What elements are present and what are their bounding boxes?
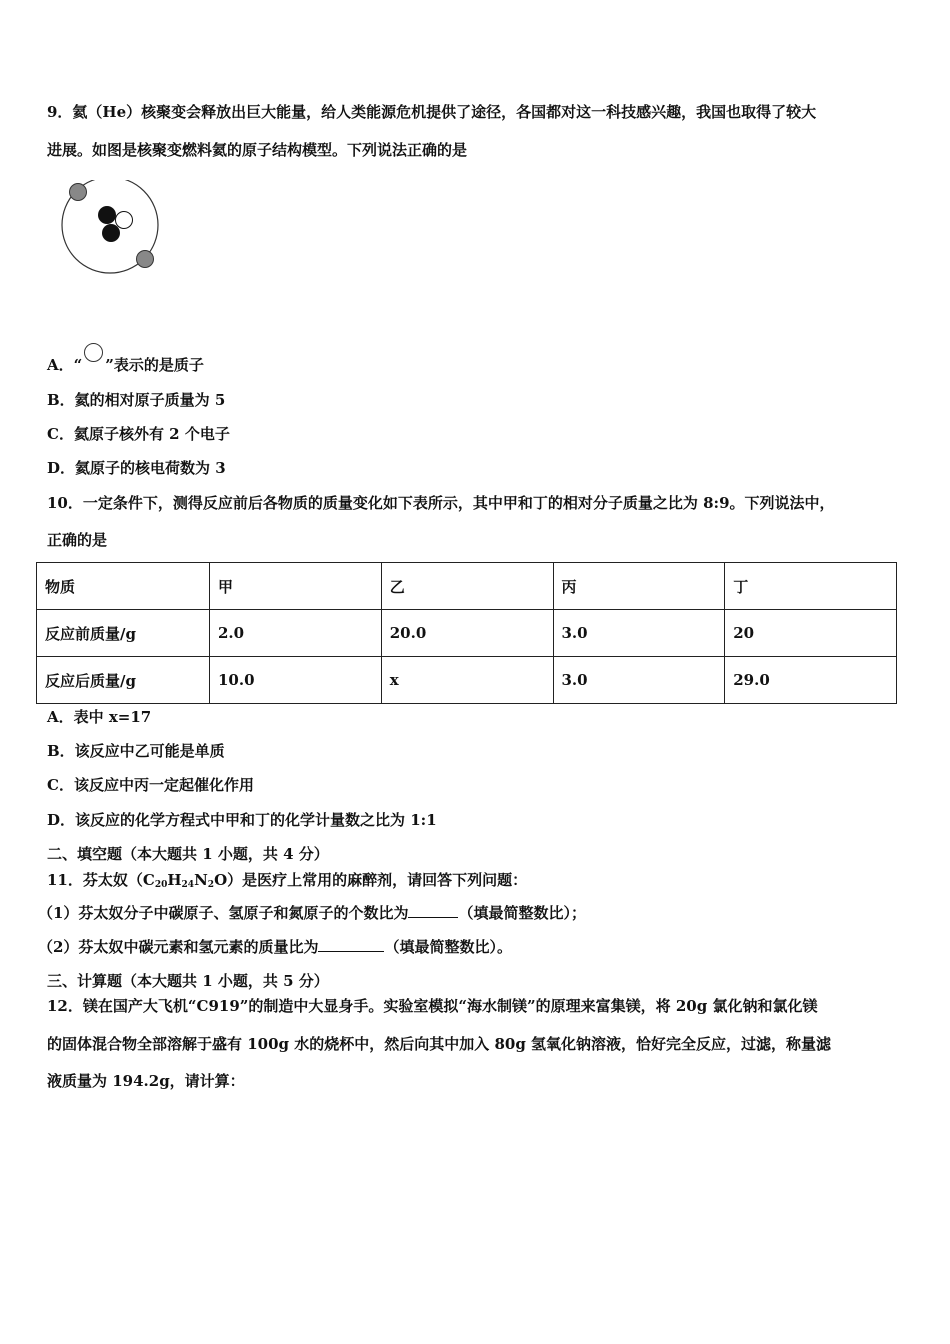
- q11-stem-prefix: 11．芬太奴（: [47, 871, 143, 889]
- proton-icon: [102, 224, 120, 242]
- q11-stem: [47, 870, 527, 895]
- subscript: 20: [154, 880, 168, 890]
- part2-text: （2）芬太奴中碳元素和氢元素的质量比为: [38, 938, 319, 956]
- element-o: O: [214, 871, 228, 889]
- table-header: 丙: [553, 563, 725, 610]
- table-cell: 10.0: [210, 657, 382, 704]
- table-header-row: [37, 563, 897, 610]
- proton-icon: [98, 206, 116, 224]
- q10-option-b: B．该反应中乙可能是单质: [47, 742, 225, 760]
- q9-stem-line2: 进展。如图是核聚变燃料氦的原子结构模型。下列说法正确的是: [47, 141, 468, 159]
- section-heading-fill-in: 二、填空题（本大题共 1 小题，共 4 分）: [47, 845, 329, 863]
- q11-stem-suffix: ）是医疗上常用的麻醉剂，请回答下列问题：: [227, 871, 528, 889]
- helium-atom-model-figure: [60, 180, 170, 275]
- table-cell: 反应后质量/g: [37, 657, 210, 704]
- q12-stem-line2: 的固体混合物全部溶解于盛有 100g 水的烧杯中，然后向其中加入 80g 氢氧化钠溶液，恰好完全反应，过滤，称量滤: [47, 1035, 832, 1053]
- table-header: 物质: [37, 563, 210, 610]
- q12-stem-line3: 液质量为 194.2g，请计算：: [47, 1072, 245, 1090]
- q9-option-b: B．氦的相对原子质量为 5: [47, 391, 226, 409]
- subscript: 2: [207, 880, 215, 890]
- neutron-icon: [116, 212, 133, 229]
- q10-stem-line2: 正确的是: [47, 531, 108, 549]
- table-cell: x: [381, 657, 553, 704]
- q11-part2: [38, 937, 512, 957]
- option-a-suffix: ”表示的是质子: [105, 356, 204, 374]
- q11-part1: [38, 903, 586, 923]
- table-cell: 3.0: [553, 610, 725, 657]
- element-n: N: [194, 871, 208, 889]
- q10-option-d: D．该反应的化学方程式中甲和丁的化学计量数之比为 1:1: [47, 811, 437, 829]
- electron-icon: [137, 251, 154, 268]
- q9-option-a: [47, 343, 204, 375]
- element-c: C: [142, 871, 155, 889]
- table-cell: 29.0: [725, 657, 897, 704]
- q9-option-d: D．氦原子的核电荷数为 3: [47, 459, 226, 477]
- option-a-prefix: A．“: [47, 356, 83, 374]
- table-cell: 2.0: [210, 610, 382, 657]
- q12-stem-line1: 12．镁在国产大飞机“C919”的制造中大显身手。实验室模拟“海水制镁”的原理来富集镁，将 20g 氯化钠和氯化镁: [47, 997, 818, 1015]
- element-h: H: [167, 871, 182, 889]
- q10-option-a: A．表中 x=17: [47, 708, 152, 726]
- subscript: 24: [181, 880, 195, 890]
- answer-blank[interactable]: [318, 937, 384, 952]
- table-cell: 反应前质量/g: [37, 610, 210, 657]
- part1-text: （1）芬太奴分子中碳原子、氢原子和氮原子的个数比为: [38, 904, 409, 922]
- part1-hint: （填最简整数比）；: [458, 904, 586, 922]
- table-cell: 20: [725, 610, 897, 657]
- mass-change-table: [36, 562, 897, 704]
- table-header: 甲: [210, 563, 382, 610]
- q10-stem-line1: 10．一定条件下，测得反应前后各物质的质量变化如下表所示，其中甲和丁的相对分子质量之比为 8:9。下列说法中，: [47, 494, 835, 512]
- table-cell: 20.0: [381, 610, 553, 657]
- q10-option-c: C．该反应中丙一定起催化作用: [47, 776, 254, 794]
- table-cell: 3.0: [553, 657, 725, 704]
- q9-option-c: C．氦原子核外有 2 个电子: [47, 425, 230, 443]
- electron-icon: [70, 184, 87, 201]
- neutron-icon: [84, 343, 103, 362]
- section-heading-calculation: 三、计算题（本大题共 1 小题，共 5 分）: [47, 972, 329, 990]
- chemical-formula: [143, 871, 227, 889]
- q9-stem-line1: 9．氦（He）核聚变会释放出巨大能量，给人类能源危机提供了途径，各国都对这一科技感兴趣，我国也取得了较大: [47, 103, 817, 121]
- table-header: 乙: [381, 563, 553, 610]
- table-header: 丁: [725, 563, 897, 610]
- part2-hint: （填最简整数比）。: [384, 938, 512, 956]
- table-row: [37, 657, 897, 704]
- table-row: [37, 610, 897, 657]
- answer-blank[interactable]: [408, 903, 458, 918]
